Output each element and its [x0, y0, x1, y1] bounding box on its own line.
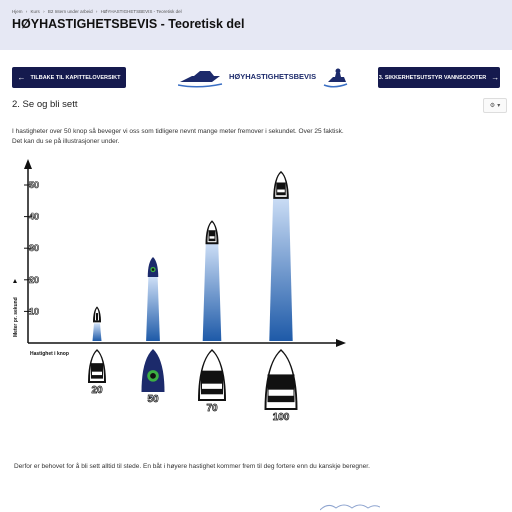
boat-top-view-icon — [265, 349, 298, 410]
breadcrumb-courses[interactable]: Kurs — [30, 9, 40, 14]
y-tick-label: 40 — [29, 211, 40, 222]
y-tick-label: 10 — [29, 306, 40, 317]
next-chapter-button[interactable] — [378, 67, 500, 88]
logo-text: HØYHASTIGHETSBEVIS — [229, 72, 317, 81]
page-title: HØYHASTIGHETSBEVIS - Teoretisk del — [12, 17, 245, 31]
outro-text: Derfor er behovet for å bli sett alltid til stede. En båt i høyere hastighet kommer frem til deg fortere enn du kanskje beregner. — [14, 463, 370, 470]
wave-decoration-icon — [320, 500, 380, 512]
speed-distance-diagram — [0, 155, 512, 425]
settings-menu-button[interactable] — [483, 98, 507, 113]
speed-trail-bar — [269, 194, 292, 341]
chevron-down-icon: ▾ — [497, 103, 501, 109]
boat-marker-icon — [206, 220, 219, 244]
breadcrumb-home[interactable]: Hjem — [12, 9, 23, 14]
breadcrumb-separator: › — [43, 9, 45, 14]
breadcrumb-separator: › — [25, 9, 28, 14]
jetski-marker-icon — [148, 257, 159, 277]
y-tick-label: 30 — [29, 243, 40, 254]
next-button-label: 3. SIKKERHETSUTSTYR VANNSCOOTER — [378, 74, 487, 81]
speed-trail-bar — [203, 241, 222, 341]
y-axis-label: Meter pr. sekund — [13, 297, 19, 337]
jetski-top-view-icon — [142, 349, 165, 392]
boat-top-view-icon — [88, 349, 106, 383]
y-tick-label: 20 — [29, 274, 40, 285]
breadcrumb-course[interactable]: B2 Intern under arbeid — [47, 9, 93, 14]
gear-icon: ⚙ — [489, 103, 496, 109]
intro-line-1: I hastigheter over 50 knop så beveger vi oss som tidligere nevnt mange meter fremover i sekundet. Over 25 faktisk. — [12, 128, 344, 135]
breadcrumb-current: HØYHASTIGHETSBEVIS - Teoretisk del — [100, 9, 182, 14]
speed-label: 100 — [272, 412, 290, 423]
speed-trail-bar — [93, 323, 102, 341]
speed-label: 70 — [206, 403, 218, 414]
speed-label: 20 — [91, 385, 103, 396]
breadcrumb-separator: › — [95, 9, 98, 14]
arrow-left-icon: ← — [17, 72, 26, 82]
boat-marker-icon — [273, 171, 289, 199]
back-to-chapters-button[interactable] — [12, 67, 126, 88]
boat-marker-icon — [93, 306, 101, 322]
speed-trail-bar — [146, 276, 160, 341]
x-axis-label: Hastighet i knop — [30, 351, 69, 357]
back-button-label: TILBAKE TIL KAPITTELOVERSIKT — [30, 74, 121, 81]
intro-line-2: Det kan du se på illustrasjoner under. — [12, 138, 120, 145]
y-label-arrow-icon — [13, 279, 17, 283]
course-logo — [178, 64, 348, 90]
page-header — [0, 0, 512, 50]
y-tick-label: 50 — [29, 180, 40, 190]
speed-label: 50 — [147, 394, 159, 405]
intro-text — [12, 127, 472, 147]
arrow-right-icon: → — [491, 72, 500, 82]
breadcrumb — [12, 9, 184, 14]
boat-top-view-icon — [198, 349, 226, 401]
section-title: 2. Se og bli sett — [12, 99, 78, 110]
x-axis-arrow — [336, 339, 346, 347]
y-axis-arrow — [24, 159, 32, 169]
